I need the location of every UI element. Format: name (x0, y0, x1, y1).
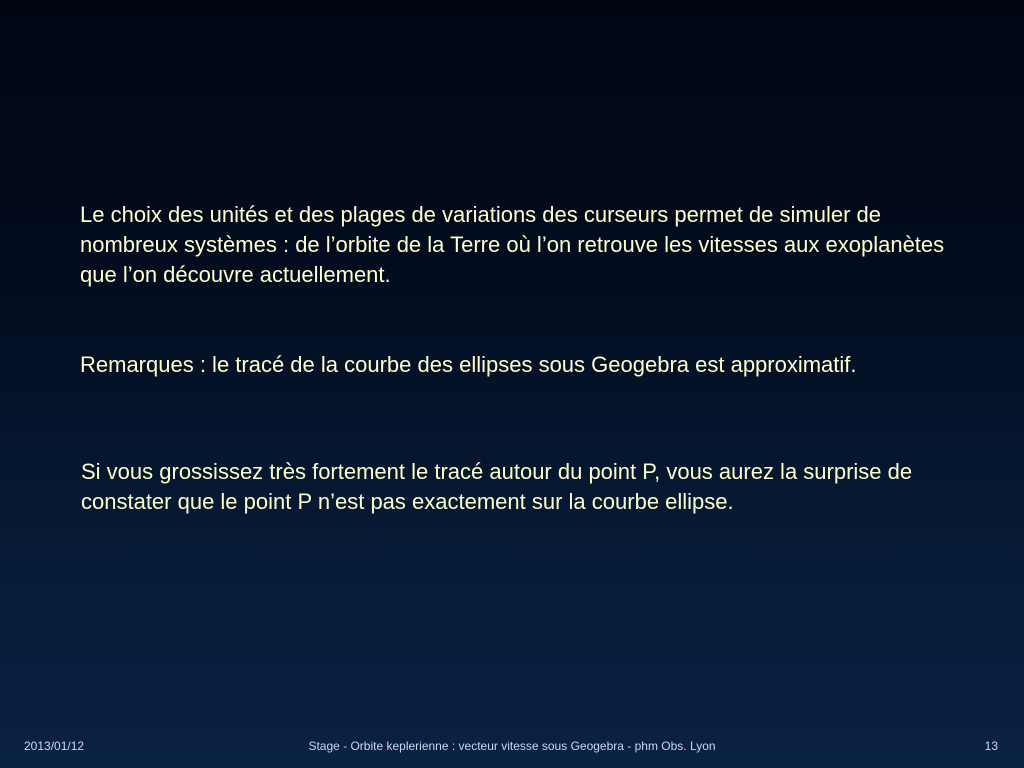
footer-date: 2013/01/12 (24, 739, 85, 753)
paragraph-zoom-note: Si vous grossissez très fortement le tracé autour du point P, vous aurez la surprise de constater que le point P n’est pas exactement sur la courbe ellipse. (81, 459, 913, 514)
footer-page-number: 13 (984, 739, 998, 753)
footer-title: Stage - Orbite keplerienne : vecteur vitesse sous Geogebra - phm Obs. Lyon (308, 739, 716, 753)
paragraph-remarks: Remarques : le tracé de la courbe des ellipses sous Geogebra est approximatif. (80, 352, 857, 377)
paragraph-unit-choice: Le choix des unités et des plages de variations des curseurs permet de simuler de nombreux systèmes : de l’orbite de la Terre où l’on retrouve les vitesses aux exoplanètes que l’on découvre actuellement. (80, 202, 945, 287)
